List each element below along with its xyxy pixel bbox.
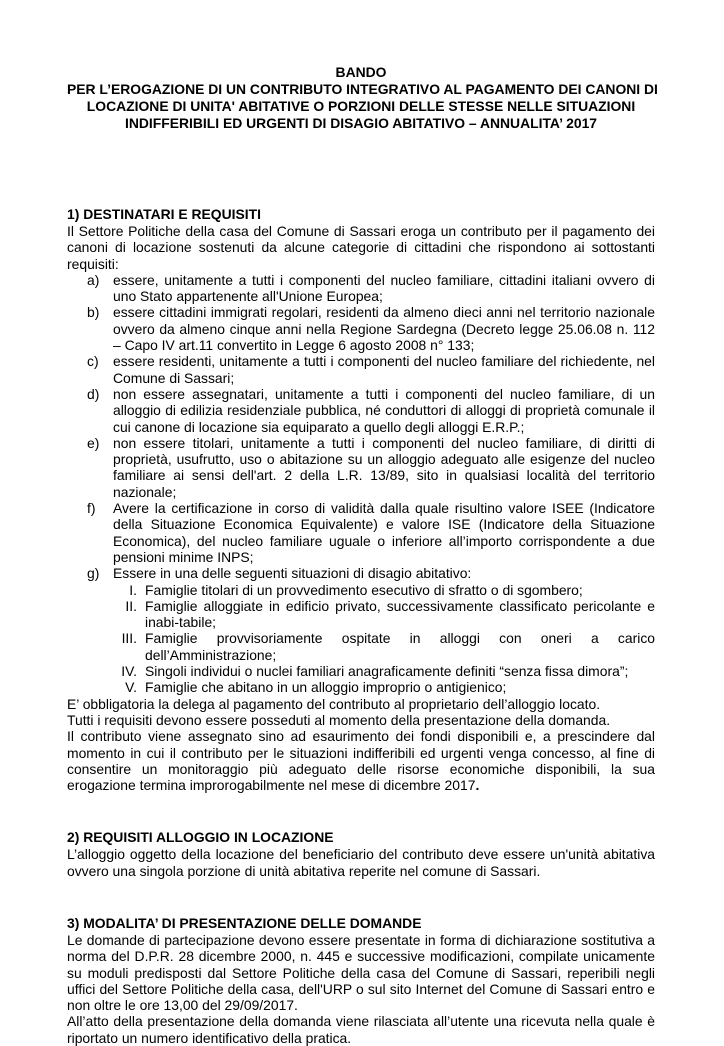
list-item bbox=[67, 565, 655, 695]
list-item bbox=[67, 304, 655, 353]
section-heading: 3) MODALITA’ DI PRESENTAZIONE DELLE DOMANDE bbox=[67, 914, 422, 931]
section-modalita-presentazione bbox=[67, 914, 655, 1046]
list-item bbox=[67, 272, 655, 305]
list-item-text: non essere assegnatari, unitamente a tutti i componenti del nucleo familiare, di un alloggio di edilizia residenziale pubblica, né conduttori di alloggi di proprietà comunale il cui canone di locazione sia equiparato a quello degli alloggi E.R.P.; bbox=[113, 385, 655, 435]
title-line-2: PER L’EROGAZIONE DI UN CONTRIBUTO INTEGRATIVO AL PAGAMENTO DEI CANONI DI bbox=[67, 81, 658, 97]
sub-list-item bbox=[113, 630, 655, 663]
list-item bbox=[67, 500, 655, 565]
document-title bbox=[67, 64, 658, 132]
section-requisiti-alloggio bbox=[67, 828, 655, 879]
list-item-text: essere residenti, unitamente a tutti i componenti del nucleo familiare del richiedente, nel Comune di Sassari; bbox=[113, 353, 655, 386]
sub-list-item-text: Famiglie provvisoriamente ospitate in alloggi con oneri a carico dell’Amministrazione; bbox=[145, 630, 655, 663]
title-line-4: INDIFFERIBILI ED URGENTI DI DISAGIO ABITATIVO – ANNUALITA’ 2017 bbox=[124, 115, 598, 131]
requirements-list bbox=[67, 272, 655, 696]
list-item bbox=[67, 353, 655, 386]
sub-list-item bbox=[113, 598, 655, 631]
list-item-text: essere cittadini immigrati regolari, residenti da almeno dieci anni nel territorio nazionale ovvero da almeno cinque anni nella Regione Sardegna (Decreto legge 25.06.08 n. 112 – Capo IV art.11 convertito in Legge 6 agosto 2008 n° 133; bbox=[113, 304, 655, 354]
list-marker: d) bbox=[87, 385, 100, 402]
section-intro: Il Settore Politiche della casa del Comune di Sassari eroga un contributo per il pagamento dei canoni di locazione sostenuti da alcune categorie di cittadini che rispondono ai sottostanti requisiti: bbox=[67, 223, 655, 272]
list-marker: f) bbox=[87, 500, 96, 517]
document-page bbox=[67, 64, 658, 1046]
roman-marker: III. bbox=[121, 630, 137, 647]
sub-list-item bbox=[113, 582, 655, 598]
roman-marker: V. bbox=[125, 679, 137, 696]
list-marker: c) bbox=[87, 353, 99, 370]
list-item-text: non essere titolari, unitamente a tutti i componenti del nucleo familiare, di diritti di proprietà, usufrutto, uso o abitazione su un alloggio adeguato alle esigenze del nucleo familiare ai sensi dell'art. 2 della L.R. 13/89, sito in qualsiasi località del territorio nazionale; bbox=[113, 434, 655, 500]
paragraph-delega: E’ obbligatoria la delega al pagamento del contributo al proprietario dell’alloggio locato. bbox=[67, 695, 601, 712]
list-item bbox=[67, 435, 655, 500]
paragraph-contributo-text: Il contributo viene assegnato sino ad esaurimento dei fondi disponibili e, a prescindere dal momento in cui il contributo per le situazioni indifferibili ed urgenti venga concesso, al fine di consentire un monitoraggio più adeguato delle risorse economiche disponibili, la sua erogazione termina improrogabilmente nel mese di dicembre 2017 bbox=[67, 728, 655, 794]
paragraph-requisiti: Tutti i requisiti devono essere posseduti al momento della presentazione della domanda. bbox=[67, 711, 611, 728]
roman-marker: IV. bbox=[121, 663, 137, 680]
sub-list-item-text: Famiglie titolari di un provvedimento esecutivo di sfratto o di sgombero; bbox=[145, 581, 583, 598]
list-item bbox=[67, 386, 655, 435]
roman-marker: II. bbox=[125, 597, 137, 614]
sub-list-item-text: Famiglie che abitano in un alloggio improprio o antigienico; bbox=[145, 679, 507, 696]
section-text: All’atto della presentazione della domanda viene rilasciata all’utente una ricevuta nella quale è riportato un numero identificativo della pratica. bbox=[67, 1013, 655, 1046]
situations-list bbox=[113, 582, 655, 696]
title-line-3: LOCAZIONE DI UNITA' ABITATIVE O PORZIONI DELLE STESSE NELLE SITUAZIONI bbox=[86, 98, 636, 114]
section-heading: 2) REQUISITI ALLOGGIO IN LOCAZIONE bbox=[67, 829, 334, 846]
paragraph-contributo bbox=[67, 728, 655, 793]
list-marker: a) bbox=[87, 271, 100, 288]
list-item-text: Essere in una delle seguenti situazioni di disagio abitativo: bbox=[113, 565, 472, 582]
section-text: L’alloggio oggetto della locazione del beneficiario del contributo deve essere un'unità abitativa ovvero una singola porzione di unità abitativa reperite nel comune di Sassari. bbox=[67, 846, 655, 879]
list-item-text: essere, unitamente a tutti i componenti del nucleo familiare, cittadini italiani ovvero di uno Stato appartenente all'Unione Europea; bbox=[113, 271, 655, 305]
sub-list-item bbox=[113, 679, 655, 695]
sub-list-item bbox=[113, 663, 655, 679]
section-destinatari bbox=[67, 205, 655, 793]
list-marker: b) bbox=[87, 304, 100, 321]
paragraph-contributo-period: . bbox=[475, 777, 480, 794]
section-heading: 1) DESTINATARI E REQUISITI bbox=[67, 206, 261, 222]
list-item-text: Avere la certificazione in corso di validità dalla quale risultino valore ISEE (Indicatore della Situazione Economica Equivalente) e valore ISE (Indicatore della Situazione Economica), del nucleo familiare uguale o inferiore all’importo corrispondente a due pensioni minime INPS; bbox=[113, 500, 655, 565]
list-marker: e) bbox=[87, 434, 100, 451]
sub-list-item-text: Singoli individui o nuclei familiari anagraficamente definiti “senza fissa dimora”; bbox=[145, 663, 629, 680]
sub-list-item-text: Famiglie alloggiate in edificio privato, successivamente classificato pericolante e inabi-tabile; bbox=[145, 597, 655, 631]
roman-marker: I. bbox=[129, 581, 137, 598]
section-text: Le domande di partecipazione devono essere presentate in forma di dichiarazione sostitutiva a norma del D.P.R. 28 dicembre 2000, n. 445 e successive modificazioni, compilate unicamente su moduli predisposti dal Settore Politiche della casa del Comune di Sassari, reperibili negli uffici del Settore Politiche della casa, dell'URP o sul sito Internet del Comune di Sassari entro e non oltre le ore 13,00 del 29/09/2017. bbox=[67, 931, 655, 1014]
title-line-1: BANDO bbox=[335, 64, 387, 80]
list-marker: g) bbox=[87, 565, 100, 582]
